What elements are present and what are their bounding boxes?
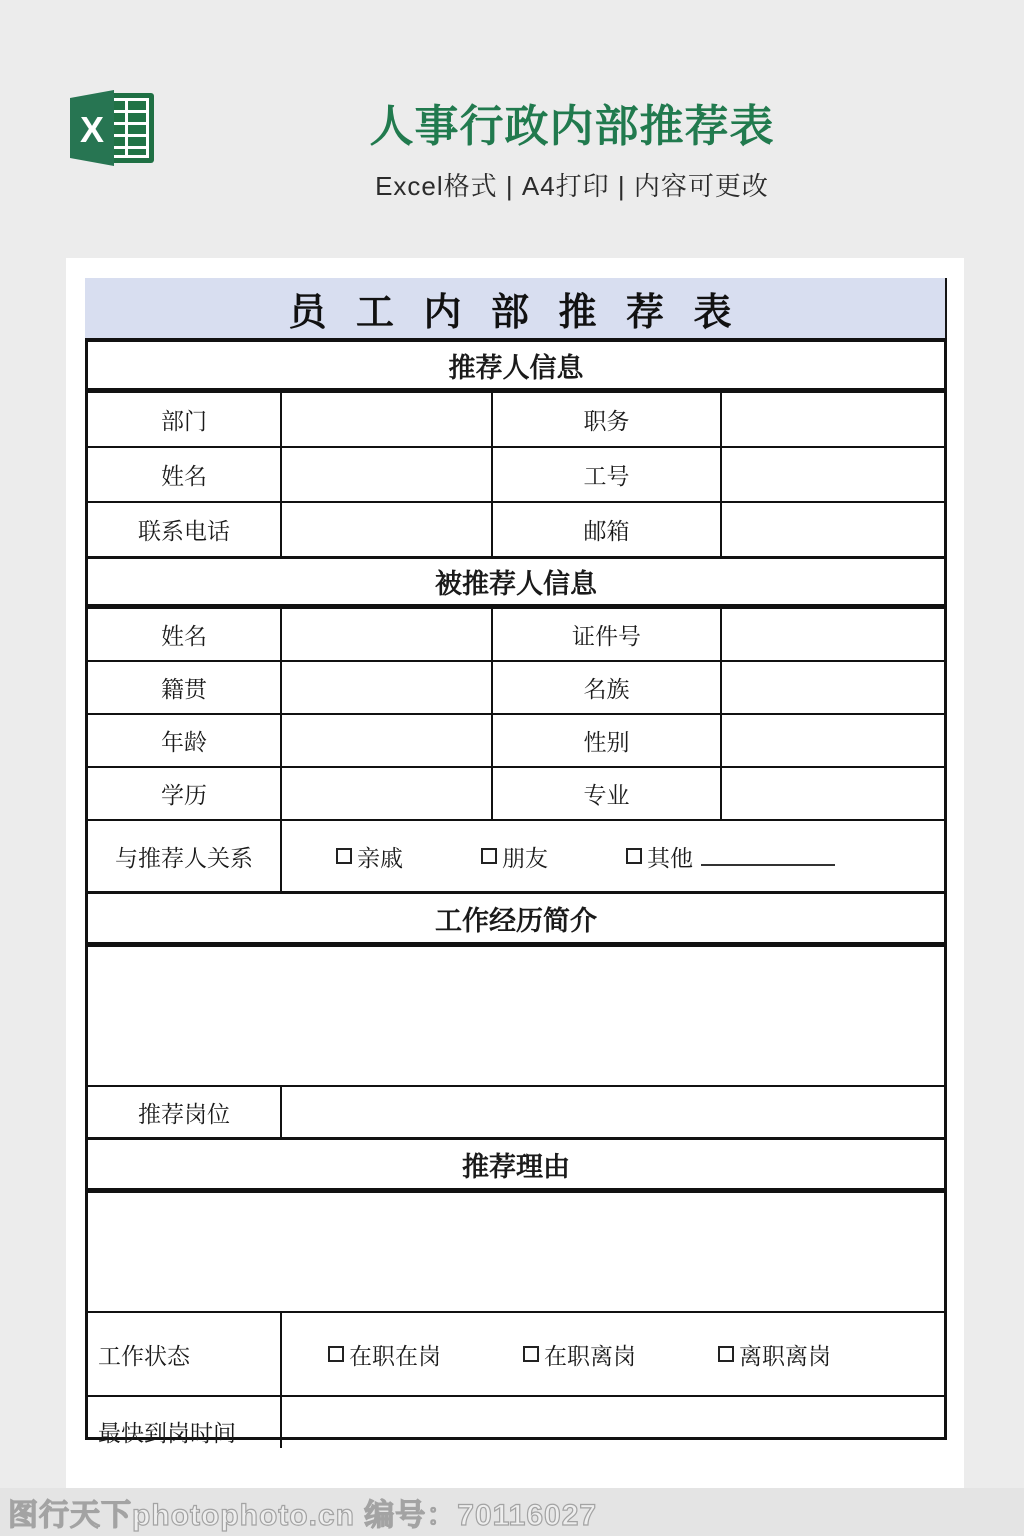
input-cell-candidate-name[interactable] (280, 609, 491, 660)
field-label-phone: 联系电话 (138, 519, 230, 544)
table-row (88, 662, 944, 715)
checkbox-icon[interactable] (523, 1346, 539, 1362)
work-experience-row (88, 947, 944, 1087)
relationship-option-relative[interactable]: 亲戚 (336, 840, 403, 873)
input-cell-work-experience[interactable] (88, 947, 944, 1085)
section-header-work-experience: 工作经历简介 (88, 893, 944, 945)
field-label-employee-id: 工号 (491, 448, 720, 501)
checkbox-icon[interactable] (626, 848, 642, 864)
field-label-work-status: 工作状态 (98, 1343, 190, 1369)
relationship-option-other[interactable]: 其他 (626, 840, 835, 873)
table-row (88, 768, 944, 821)
table-row (88, 715, 944, 768)
field-label-relationship: 与推荐人关系 (115, 845, 253, 871)
input-cell-employee-id[interactable] (720, 448, 944, 501)
status-option-resigned[interactable]: 离职离岗 (718, 1338, 831, 1371)
input-cell-email[interactable] (720, 503, 944, 556)
field-label-recommend-position: 推荐岗位 (138, 1101, 230, 1127)
form-sheet (66, 258, 964, 1488)
input-cell-gender[interactable] (720, 715, 944, 766)
input-cell-ethnicity[interactable] (720, 662, 944, 713)
input-cell-education[interactable] (280, 768, 491, 819)
recommendation-form-table (85, 338, 947, 1446)
input-cell-age[interactable] (280, 715, 491, 766)
recommend-position-row (88, 1087, 944, 1139)
relationship-row (88, 821, 944, 893)
page-title: 人事行政内部推荐表 (369, 102, 775, 151)
input-cell-name[interactable] (280, 448, 491, 501)
table-row (88, 448, 944, 503)
input-cell-position[interactable] (720, 393, 944, 446)
field-label-age: 年龄 (161, 730, 207, 755)
input-cell-department[interactable] (280, 393, 491, 446)
input-cell-arrival-time[interactable] (280, 1397, 944, 1448)
field-label-major: 专业 (491, 768, 720, 819)
work-status-row (88, 1313, 944, 1397)
field-label-position: 职务 (491, 393, 720, 446)
field-label-candidate-name: 姓名 (161, 624, 207, 649)
relationship-option-friend[interactable]: 朋友 (481, 840, 548, 873)
field-label-department: 部门 (161, 409, 207, 434)
page-subtitle: Excel格式 | A4打印 | 内容可更改 (375, 171, 769, 201)
watermark-text: 图行天下photophoto.cn 编号：70116027 (8, 1499, 598, 1532)
field-label-arrival-time: 最快到岗时间 (98, 1421, 236, 1446)
input-cell-major[interactable] (720, 768, 944, 819)
section-header-recommender: 推荐人信息 (88, 342, 944, 391)
relationship-options (280, 821, 944, 891)
form-table-area (85, 278, 947, 1464)
excel-icon-letter: X (79, 109, 105, 150)
checkbox-icon[interactable] (328, 1346, 344, 1362)
field-label-ethnicity: 名族 (491, 662, 720, 713)
status-option-employed-onduty[interactable]: 在职在岗 (328, 1338, 441, 1371)
other-blank-line[interactable] (701, 846, 835, 866)
section-header-candidate: 被推荐人信息 (88, 558, 944, 607)
input-cell-phone[interactable] (280, 503, 491, 556)
field-label-gender: 性别 (491, 715, 720, 766)
table-row (88, 609, 944, 662)
table-row (88, 503, 944, 558)
input-cell-reason[interactable] (88, 1193, 944, 1311)
field-label-email: 邮箱 (491, 503, 720, 556)
input-cell-native-place[interactable] (280, 662, 491, 713)
input-cell-recommend-position[interactable] (280, 1087, 944, 1137)
checkbox-icon[interactable] (336, 848, 352, 864)
field-label-name: 姓名 (161, 464, 207, 489)
form-title-bar: 员 工 内 部 推 荐 表 (85, 278, 947, 338)
field-label-id-number: 证件号 (491, 609, 720, 660)
work-status-options (280, 1313, 944, 1395)
header (130, 90, 1014, 203)
status-option-employed-offduty[interactable]: 在职离岗 (523, 1338, 636, 1371)
watermark-bar (0, 1488, 1024, 1536)
field-label-education: 学历 (161, 783, 207, 808)
checkbox-icon[interactable] (481, 848, 497, 864)
reason-row (88, 1193, 944, 1313)
field-label-native-place: 籍贯 (161, 677, 207, 702)
checkbox-icon[interactable] (718, 1346, 734, 1362)
section-header-reason: 推荐理由 (88, 1139, 944, 1191)
arrival-time-row (88, 1397, 944, 1446)
table-row (88, 393, 944, 448)
input-cell-id-number[interactable] (720, 609, 944, 660)
